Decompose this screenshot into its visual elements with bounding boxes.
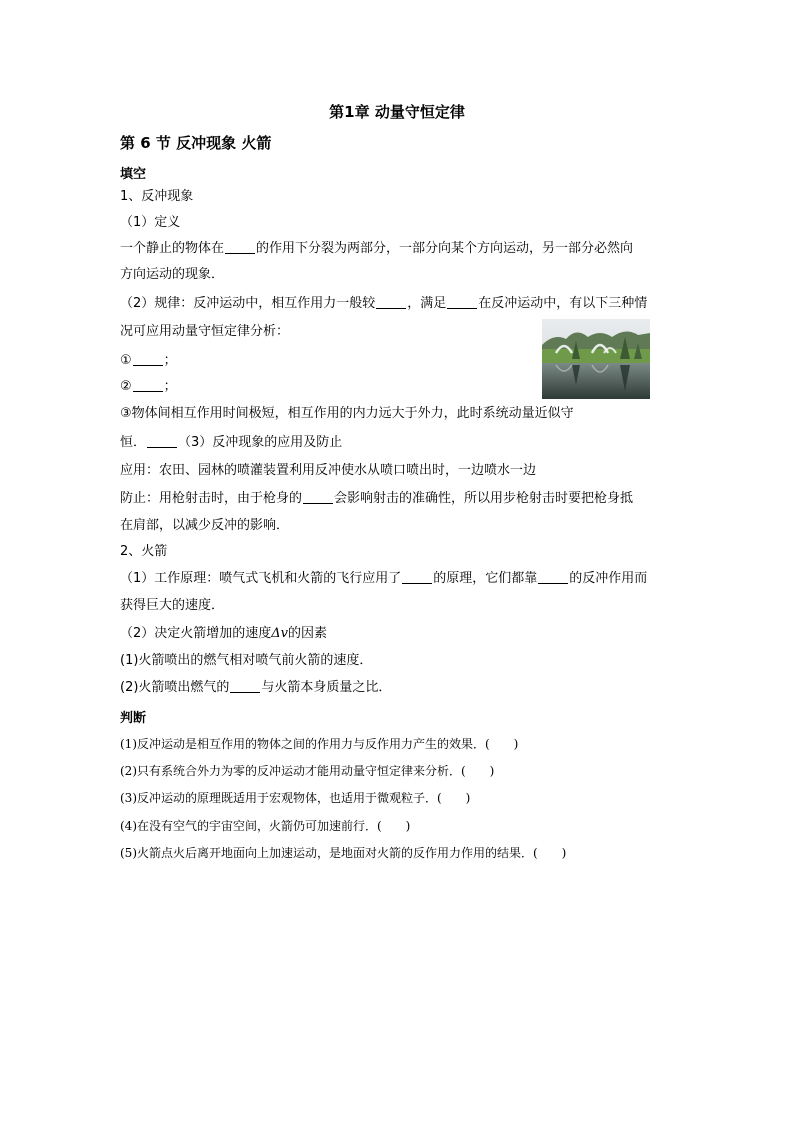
rule-line-1 — [120, 295, 647, 313]
work-text-a: （1）工作原理：喷气式飞机和火箭的飞行应用了 — [120, 571, 402, 586]
judge-item-3: (3)反冲运动的原理既适用于宏观物体，也适用于微观粒子．( ) — [120, 791, 471, 805]
blank-field[interactable] — [402, 570, 432, 584]
item-1 — [120, 352, 177, 370]
rule-text-c: 在反冲运动中，有以下三种情 — [478, 296, 648, 311]
prevention-line-1 — [120, 490, 633, 508]
rule-text-a: （2）规律：反冲运动中，相互作用力一般较 — [120, 296, 376, 311]
item-3-text-a: 恒． — [120, 435, 147, 450]
work-line-2: 获得巨大的速度． — [120, 598, 225, 613]
blank-field[interactable] — [303, 490, 333, 504]
delta-v-symbol: Δv — [271, 626, 289, 641]
blank-field[interactable] — [538, 570, 568, 584]
sprinkler-photo — [542, 319, 650, 399]
definition-line-1 — [120, 240, 633, 258]
factor-2-text-a: (2)火箭喷出燃气的 — [120, 680, 230, 695]
prevention-line-2: 在肩部，以减少反冲的影响． — [120, 518, 290, 533]
judge-item-4: (4)在没有空气的宇宙空间，火箭仍可加速前行．( ) — [120, 819, 411, 833]
definition-line-2: 方向运动的现象． — [120, 267, 225, 282]
fill-heading: 填空 — [120, 167, 147, 182]
item-3-line-1: ③物体间相互作用时间极短，相互作用的内力远大于外力，此时系统动量近似守 — [120, 406, 574, 421]
item-3-line-2 — [120, 434, 342, 452]
work-line-1 — [120, 570, 647, 588]
factor-heading — [120, 625, 327, 643]
blank-field[interactable] — [376, 295, 406, 309]
blank-field[interactable] — [133, 378, 163, 392]
chapter-title: 第1章 动量守恒定律 — [329, 103, 465, 121]
work-text-c: 的反冲作用而 — [569, 571, 648, 586]
work-text-b: 的原理，它们都靠 — [433, 571, 538, 586]
p1-heading: 1、反冲现象 — [120, 189, 194, 204]
application-line: 应用：农田、园林的喷灌装置利用反冲使水从喷口喷出时，一边喷水一边 — [120, 463, 537, 478]
judge-heading: 判断 — [120, 711, 147, 726]
item-2-marker: ② — [120, 379, 132, 394]
prevention-text-b: 会影响射击的准确性，所以用步枪射击时要把枪身抵 — [334, 491, 634, 506]
factor-2 — [120, 679, 391, 697]
judge-item-1: (1)反冲运动是相互作用的物体之间的作用力与反作用力产生的效果．( ) — [120, 737, 519, 751]
blank-field[interactable] — [133, 352, 163, 366]
definition-text-b: 的作用下分裂为两部分，一部分向某个方向运动，另一部分必然向 — [256, 241, 634, 256]
rule-text-b: ，满足 — [407, 296, 447, 311]
definition-heading: （1）定义 — [120, 215, 181, 230]
item-3-text-b: （3）反冲现象的应用及防止 — [178, 435, 343, 450]
blank-field[interactable] — [230, 679, 260, 693]
blank-field[interactable] — [225, 240, 255, 254]
blank-field[interactable] — [447, 295, 477, 309]
section-title: 第 6 节 反冲现象 火箭 — [120, 134, 272, 152]
factor-text-b: 的因素 — [288, 626, 328, 641]
definition-text-a: 一个静止的物体在 — [120, 241, 225, 256]
item-2-semicolon: ； — [163, 379, 177, 394]
judge-item-2: (2)只有系统合外力为零的反冲运动才能用动量守恒定律来分析．( ) — [120, 764, 495, 778]
item-1-marker: ① — [120, 353, 132, 368]
rule-line-2: 况可应用动量守恒定律分析： — [120, 324, 290, 339]
factor-text-a: （2）决定火箭增加的速度 — [120, 626, 272, 641]
judge-item-5: (5)火箭点火后离开地面向上加速运动，是地面对火箭的反作用力作用的结果．( ) — [120, 846, 567, 860]
blank-field[interactable] — [147, 434, 177, 448]
p2-heading: 2、火箭 — [120, 544, 168, 559]
factor-1: (1)火箭喷出的燃气相对喷气前火箭的速度． — [120, 653, 373, 668]
item-1-semicolon: ； — [163, 353, 177, 368]
item-2 — [120, 378, 177, 396]
factor-2-text-b: 与火箭本身质量之比． — [261, 680, 392, 695]
prevention-text-a: 防止：用枪射击时，由于枪身的 — [120, 491, 303, 506]
